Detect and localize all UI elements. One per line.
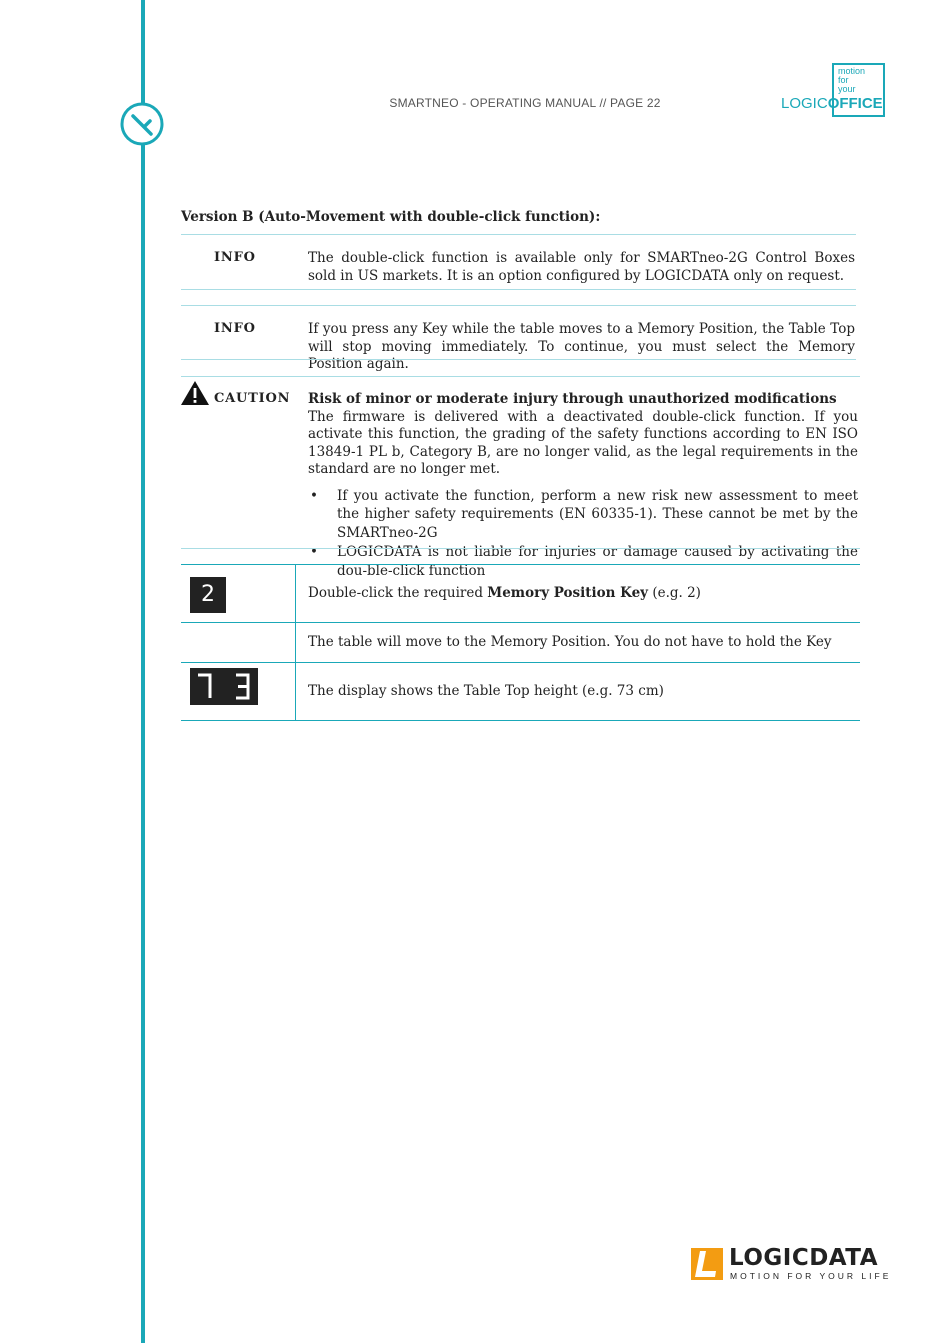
table-row xyxy=(181,564,860,623)
caution-heading: Risk of minor or moderate injury through unauthorized modifications xyxy=(308,391,837,407)
table-row xyxy=(181,663,860,721)
list-item: • LOGICDATA is not liable for injuries or damage caused by activating the dou-ble-click function xyxy=(308,543,858,580)
logicdata-logo: LOGICDATA MOTION FOR YOUR LIFE xyxy=(690,1247,890,1283)
page-header: SMARTNEO - OPERATING MANUAL // PAGE 22 xyxy=(389,96,661,110)
info-label: INFO xyxy=(214,250,256,265)
info-label: INFO xyxy=(214,321,256,336)
memory-key-2-icon: 2 xyxy=(190,577,226,613)
divider xyxy=(181,234,856,235)
display-73-icon xyxy=(190,668,258,705)
divider xyxy=(181,376,860,377)
table-row xyxy=(181,623,860,663)
step-text: Double-click the required Memory Position Key (e.g. 2) xyxy=(308,585,701,601)
logic-office-logo: motion for your LOGICOFFICE xyxy=(778,62,890,120)
divider xyxy=(181,289,856,290)
side-accent-line xyxy=(141,0,145,1343)
logicdata-mark-icon xyxy=(691,1248,723,1280)
warning-icon xyxy=(180,380,210,406)
step-text: The table will move to the Memory Position. You do not have to hold the Key xyxy=(308,634,832,650)
step-text: The display shows the Table Top height (e.g. 73 cm) xyxy=(308,683,664,699)
caution-text: The firmware is delivered with a deactivated double-click function. If you activate this function, the grading of the safety functions according to EN ISO 13849-1 PL b, Category B, are no longer valid, as the legal requirements in the standard are no longer met. xyxy=(308,408,858,477)
list-item: • If you activate the function, perform a new risk new assessment to meet the higher safety requirements (EN 60335-1). These cannot be met by the SMARTneo-2G xyxy=(308,487,858,543)
desk-move-icon xyxy=(120,102,164,146)
caution-label: CAUTION xyxy=(214,391,291,406)
divider xyxy=(181,548,860,549)
info-text: The double-click function is available only for SMARTneo-2G Control Boxes sold in US markets. It is an option configured by LOGICDATA only on request. xyxy=(308,250,855,284)
steps-table xyxy=(181,564,860,721)
caution-body xyxy=(308,391,858,581)
section-title: Version B (Auto-Movement with double-click function): xyxy=(181,209,601,225)
divider xyxy=(181,359,856,360)
info-text: If you press any Key while the table moves to a Memory Position, the Table Top will stop moving immediately. To continue, you must select the Memory Position again. xyxy=(308,321,855,372)
divider xyxy=(181,305,856,306)
